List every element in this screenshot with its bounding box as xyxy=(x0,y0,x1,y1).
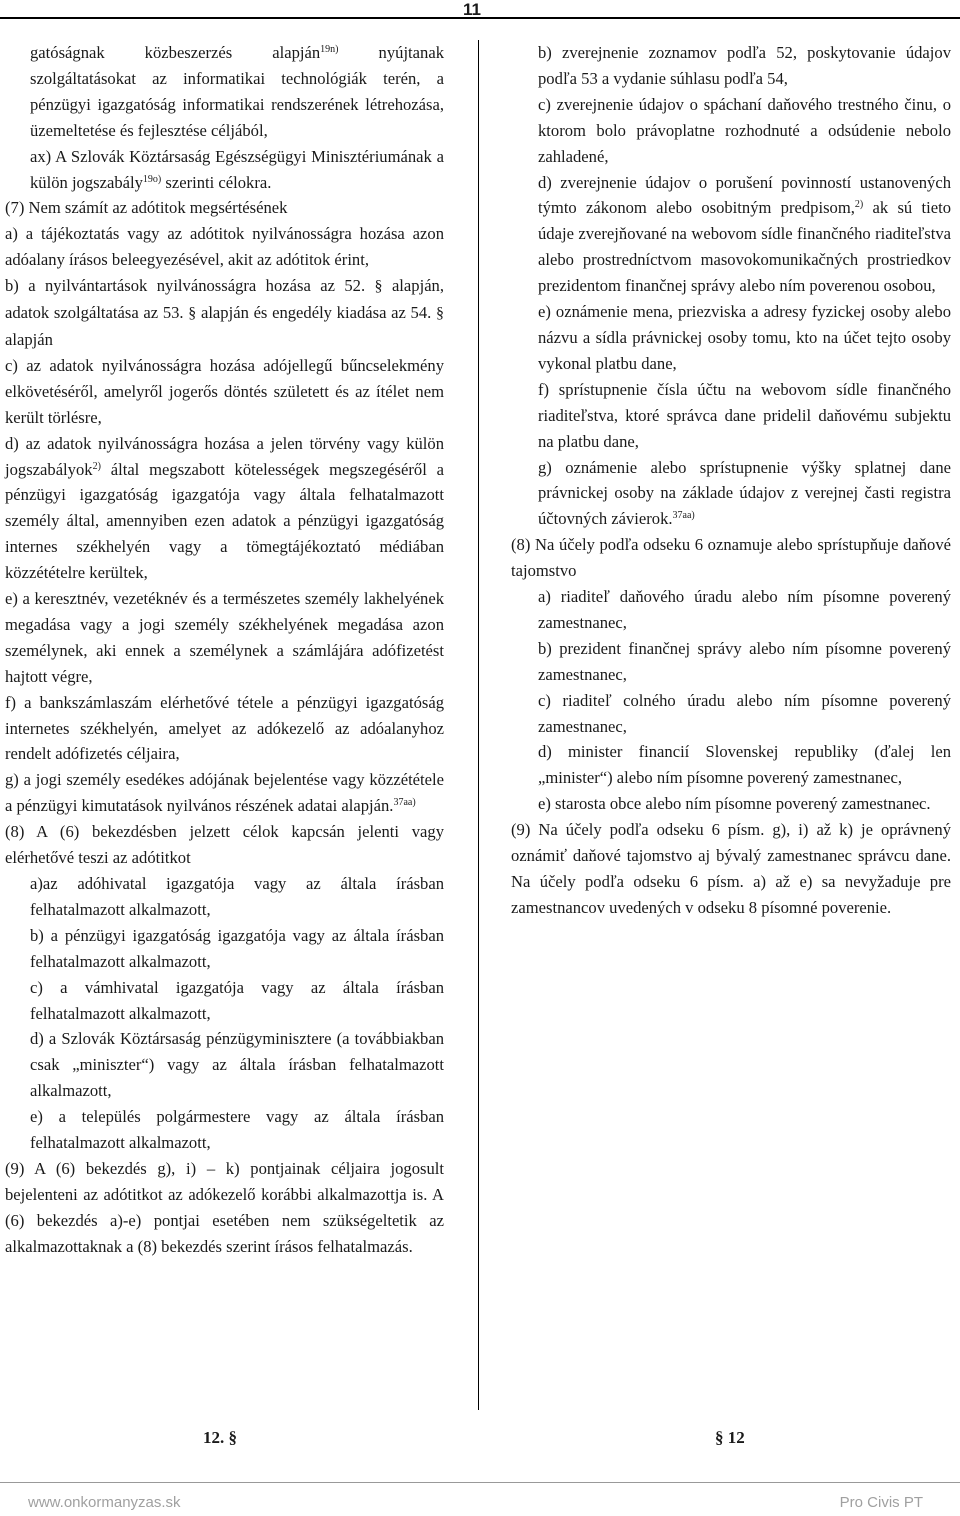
right-item-f: f) sprístupnenie čísla účtu na webovom sídle finančného riaditeľstva, ktoré správca dane pridelil daňovému subjektu na platbu dane, xyxy=(538,379,951,451)
paragraph-8-e: e) a település polgármestere vagy az általa írásban felhatalmazott alkalmazott, xyxy=(30,1107,444,1153)
footer-website: www.onkormanyzas.sk xyxy=(28,1494,181,1511)
right-paragraph-8-c: c) riaditeľ colného úradu alebo ním písomne poverený zamestnanec, xyxy=(538,690,951,736)
paragraph-7-g: g) a jogi személy esedékes adójának bejelentése vagy közzététele a pénzügyi kimutatások nyilvános részének adatai alapján.$^{37aa)}$ xyxy=(5,770,444,816)
right-item-e: e) oznámenie mena, priezviska a adresy fyzickej osoby alebo názvu a sídla právnickej osoby tomu, kto na účet tejto osoby vykonal platbu dane, xyxy=(538,302,951,373)
right-paragraph-8: (8) Na účely podľa odseku 6 oznamuje alebo sprístupňuje daňové tajomstvo xyxy=(511,535,951,581)
right-paragraph-8-d: d) minister financií Slovenskej republiky (ďalej len „minister“) alebo ním písomne poverený zamestnanec, xyxy=(538,742,951,788)
right-item-b: b) zverejnenie zoznamov podľa 52, poskytovanie údajov podľa 53 a vydanie súhlasu podľa 54, xyxy=(538,43,951,88)
paragraph-8-c: c) a vámhivatal igazgatója vagy az általa írásban felhatalmazott alkalmazott, xyxy=(30,977,444,1023)
right-paragraph-8-e: e) starosta obce alebo ním písomne poverený zamestnanec. xyxy=(538,794,931,814)
right-paragraph-9: (9) Na účely podľa odseku 6 písm. g), i) až k) je oprávnený oznámiť daňové tajomstvo aj bývalý zamestnanec správcu dane. Na účely podľa odseku 6 písm. a) až e) sa nevyžaduje pre zamestnancov uvedených v odseku 8 písomné poverenie. xyxy=(511,820,951,917)
page-number: 11 xyxy=(463,0,481,19)
left-line-1: gatóságnak közbeszerzés alapján$^{19n)}$ nyújtanak szolgáltatásokat az informatikai technológiák terén, a pénzügyi igazgatóság informatikai rendszerének létrehozása, üzemeltetése és fejlesztése céljából, xyxy=(30,43,444,140)
header-rule xyxy=(0,17,960,19)
paragraph-7-f: f) a bankszámlaszám elérhetővé tétele a pénzügyi igazgatóság internetes székhelyén, amelyet az adókezelő az adóalanyhoz rendelt adófizetés céljaira, xyxy=(5,692,444,764)
paragraph-7-heading: (7) Nem számít az adótitok megsértésének xyxy=(5,198,288,218)
footer-rule xyxy=(0,1482,960,1483)
paragraph-8-heading: (8) A (6) bekezdésben jelzett célok kapcsán jelenti vagy elérhetővé teszi az adótitkot xyxy=(5,822,444,868)
right-item-g: g) oznámenie alebo sprístupnenie výšky splatnej dane právnickej osoby na základe údajov z verejnej časti registra účtovných závierok.$^{37aa)}$ xyxy=(538,457,951,529)
slovak-column xyxy=(511,40,951,921)
paragraph-9: (9) A (6) bekezdés g), i) – k) pontjainak céljaira jogosult bejelenteni az adótitkot az adókezelő korábbi alkalmazottja is. A (6) bekezdés a)-e) pontjai esetében nem szükségeltetik az alkalmazottaknak a (8) bekezdés szerint írásos felhatalmazás. xyxy=(5,1158,444,1256)
paragraph-8-d: d) a Szlovák Köztársaság pénzügyminisztere (a továbbiakban csak „miniszter“) vagy az általa írásban felhatalmazott alkalmazott, xyxy=(30,1029,444,1101)
paragraph-7-c: c) az adatok nyilvánosságra hozása adójellegű bűncselekmény elkövetéséről, amelyről jogerős döntés született és az ítélet nem került törlésre, xyxy=(5,355,444,427)
right-item-c: c) zverejnenie údajov o spáchaní daňového trestného činu, o ktorom bolo právoplatne rozhodnuté a odsúdenie nebolo zahladené, xyxy=(538,94,951,166)
section-label-slovak: § 12 xyxy=(715,1428,745,1447)
column-divider xyxy=(478,40,479,1410)
paragraph-7-d: d) az adatok nyilvánosságra hozása a jelen törvény vagy külön jogszabályok$^{2)}$ által megszabott kötelességek megszegéséről a pénzügyi igazgatóság igazgatója vagy általa felhatalmazott személy által, amennyiben ezen adatok a pénzügyi igazgatóság internes székhelyén vagy a tömegtájékoztató médiában közzétételre kerültek, xyxy=(5,433,444,583)
paragraph-7-a: a) a tájékoztatás vagy az adótitok nyilvánosságra hozása azon adóalany írásos beleegyezésével, akit az adótitok érint, xyxy=(5,224,444,270)
right-paragraph-8-b: b) prezident finančnej správy alebo ním písomne poverený zamestnanec, xyxy=(538,638,951,684)
right-paragraph-8-a: a) riaditeľ daňového úradu alebo ním písomne poverený zamestnanec, xyxy=(538,587,951,632)
left-line-2: ax) A Szlovák Köztársaság Egészségügyi Minisztériumának a külön jogszabály$^{19o)}$ szerinti célokra. xyxy=(30,146,444,192)
section-label-hungarian: 12. § xyxy=(203,1428,237,1447)
paragraph-7-b: b) a nyilvántartások nyilvánosságra hozása az 52. § alapján, adatok szolgáltatása az 53. § alapján és engedély kiadása az 54. § alapján xyxy=(5,276,444,349)
paragraph-8-a: a)az adóhivatal igazgatója vagy az általa írásban felhatalmazott alkalmazott, xyxy=(30,874,444,919)
paragraph-7-e: e) a keresztnév, vezetéknév és a természetes személy lakhelyének megadása vagy a jogi személy székhelyének megadása azon személynek, aki ennek a személynek a számlájára adófizetést hajtott végre, xyxy=(5,589,444,686)
hungarian-column xyxy=(5,40,444,1260)
paragraph-8-b: b) a pénzügyi igazgatóság igazgatója vagy az általa írásban felhatalmazott alkalmazott, xyxy=(30,925,444,971)
footer-publisher: Pro Civis PT xyxy=(839,1494,923,1511)
right-item-d: d) zverejnenie údajov o porušení povinností ustanovených týmto zákonom alebo osobitným predpisom,$^{2)}$ ak sú tieto údaje zverejňované na webovom sídle finančného riaditeľstva alebo prostredníctvom masovokomunikačných prostriedkov prezidentom finančnej správy alebo ním poverenou osobou, xyxy=(538,172,951,296)
